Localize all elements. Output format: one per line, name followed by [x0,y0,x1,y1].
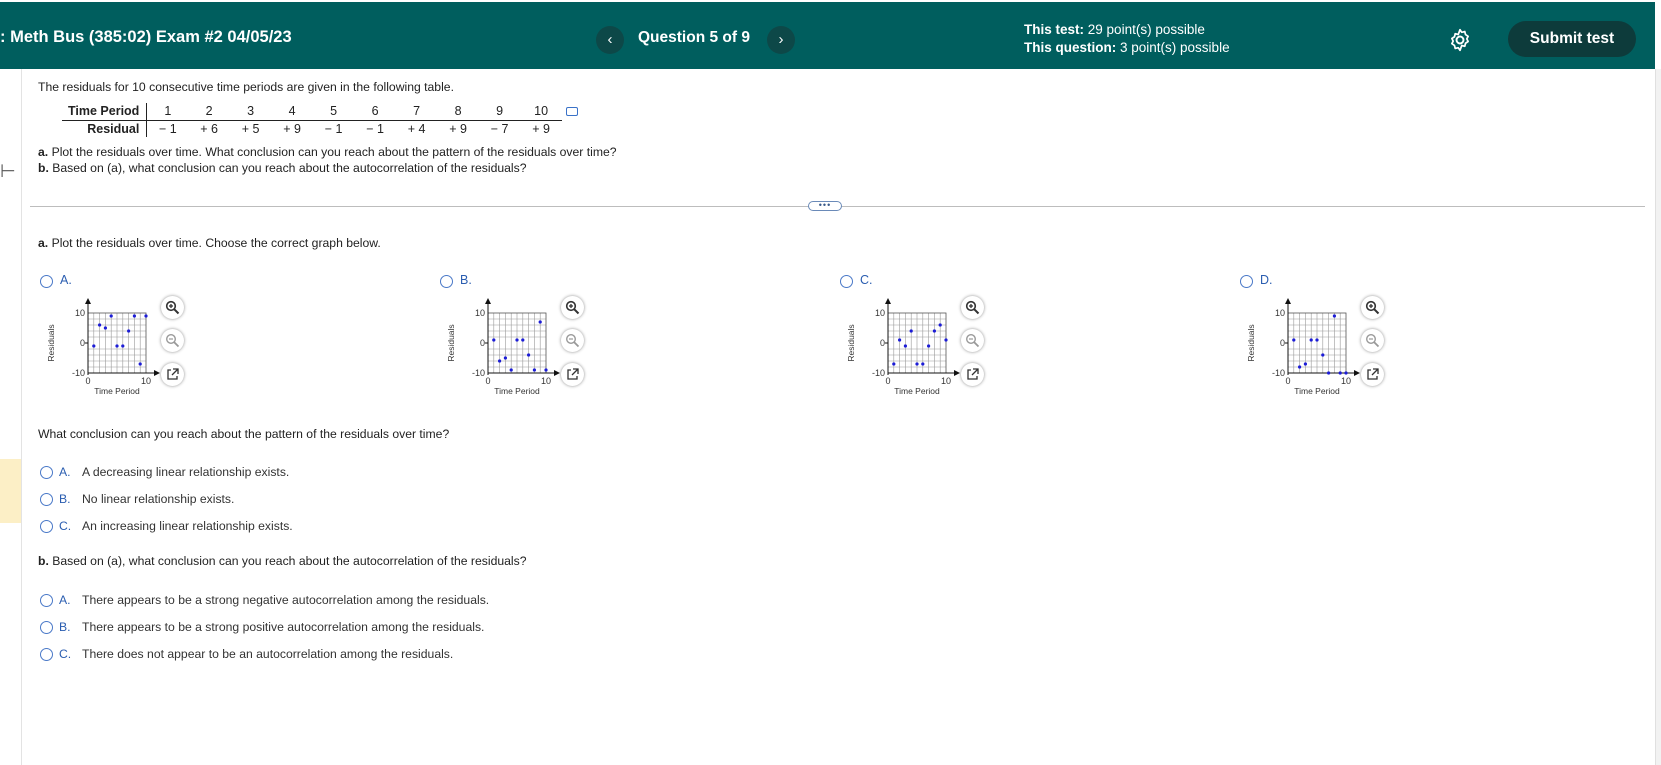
x-axis-label: Time Period [1294,386,1340,395]
part-b-label: b. [38,161,49,175]
zoom-in-button[interactable] [161,296,184,319]
x-axis-arrow [954,370,960,376]
graph-option-c[interactable] [840,273,1170,403]
choice-text: An increasing linear relationship exists. [82,519,293,533]
data-point [910,329,913,332]
data-point [533,368,536,371]
external-link-icon [965,367,980,382]
choice-text: There appears to be a strong positive autocorrelation among the residuals. [82,620,485,634]
x-tick-label: 10 [540,376,552,386]
submit-test-button[interactable]: Submit test [1508,21,1636,57]
y-axis-label: Residuals [846,324,856,362]
x-axis-label: Time Period [94,386,140,395]
data-point [904,344,907,347]
residual-cell: + 5 [241,121,260,136]
data-point [498,359,501,362]
data-point [504,356,507,359]
graph-option-d[interactable] [1240,273,1570,403]
data-point [104,326,107,329]
residual-plot-a [40,293,170,395]
data-point [492,338,495,341]
open-external-button[interactable] [1361,363,1384,386]
part-b-prompt [38,554,527,568]
time-period-header: Time Period [62,103,147,120]
question-part-b [38,161,527,175]
period-cell: 4 [271,103,313,120]
x-axis-arrow [554,370,560,376]
zoom-out-icon [565,333,580,348]
graph-option-a[interactable] [40,273,370,403]
data-point [92,344,95,347]
y-tick-label: 0 [79,338,85,348]
option-label: A. [60,273,72,287]
zoom-out-button[interactable] [961,329,984,352]
y-tick-label: 10 [74,308,85,318]
x-tick-label: 0 [885,376,891,386]
left-rail [0,69,22,765]
part-a-prompt [38,236,381,250]
period-cell: 9 [479,103,521,120]
data-point [527,353,530,356]
data-point [1298,365,1301,368]
choice-label: B. [59,492,71,506]
y-axis-label: Residuals [46,324,56,362]
choice-label: A. [59,465,71,479]
collapse-panel-icon[interactable]: ⊢ [0,161,16,181]
residual-cell: + 9 [283,121,301,136]
choice-text: No linear relationship exists. [82,492,235,506]
choice-label: B. [59,620,71,634]
radio-button[interactable] [40,275,53,288]
data-point [144,314,147,317]
data-point [1333,314,1336,317]
data-point [1321,353,1324,356]
period-cell: 8 [437,103,479,120]
choice-label: A. [59,593,71,607]
choice-text: A decreasing linear relationship exists. [82,465,290,479]
question-part-a [38,145,617,159]
question-points-label: This question: [1024,40,1117,55]
y-tick-label: -10 [471,368,485,378]
x-tick-label: 10 [1340,376,1352,386]
period-cell: 10 [520,103,562,120]
test-points-value: 29 point(s) possible [1087,22,1205,37]
data-point [110,314,113,317]
data-point [1339,371,1342,374]
x-axis-arrow [154,370,160,376]
x-tick-label: 10 [940,376,952,386]
exam-title: : Meth Bus (385:02) Exam #2 04/05/23 [0,28,292,46]
next-question-button[interactable]: › [767,26,795,54]
x-axis-arrow [1354,370,1360,376]
period-cell: 5 [313,103,355,120]
residual-header: Residual [62,120,147,137]
data-point [1310,338,1313,341]
data-point [1315,338,1318,341]
residual-cell: − 7 [490,121,509,136]
data-point [127,329,130,332]
choice-label: C. [59,647,72,661]
data-point [892,362,895,365]
radio-button[interactable] [40,648,53,661]
part-a-text: Plot the residuals over time. What conclusion can you reach about the pattern of the residuals over time? [51,145,617,159]
open-external-button[interactable] [161,363,184,386]
period-cell: 3 [230,103,272,120]
data-point [115,344,118,347]
y-tick-label: 0 [479,338,485,348]
test-points-label: This test: [1024,22,1085,37]
zoom-out-icon [1365,333,1380,348]
radio-button[interactable] [840,275,853,288]
data-point [515,338,518,341]
part-a-prompt-text: Plot the residuals over time. Choose the correct graph below. [51,236,381,250]
zoom-out-icon [165,333,180,348]
data-point [898,338,901,341]
zoom-in-icon [165,300,180,315]
y-axis-arrow [485,298,491,304]
radio-button[interactable] [40,594,53,607]
residual-cell: + 9 [449,121,467,136]
graph-option-b[interactable] [440,273,770,403]
y-tick-label: 10 [1274,308,1285,318]
data-point [933,329,936,332]
y-tick-label: 10 [874,308,885,318]
option-label: B. [460,273,472,287]
part-b-text: Based on (a), what conclusion can you reach about the autocorrelation of the residuals? [52,161,527,175]
x-axis-label: Time Period [894,386,940,395]
x-axis-label: Time Period [494,386,540,395]
data-point [1292,338,1295,341]
external-link-icon [565,367,580,382]
part-b-prompt-label: b. [38,554,49,568]
open-external-button[interactable] [961,363,984,386]
zoom-in-button[interactable] [1361,296,1384,319]
option-label: C. [860,273,873,287]
data-point [521,338,524,341]
pattern-question: What conclusion can you reach about the pattern of the residuals over time? [38,427,450,441]
zoom-in-button[interactable] [561,296,584,319]
y-axis-arrow [885,298,891,304]
part-a-label: a. [38,145,49,159]
zoom-out-button[interactable] [1361,329,1384,352]
choice-label: C. [59,519,72,533]
data-point [98,323,101,326]
data-point [939,323,942,326]
radio-button[interactable] [1240,275,1253,288]
zoom-in-icon [1365,300,1380,315]
copy-table-icon[interactable] [566,107,578,116]
residual-cell: + 6 [200,121,218,136]
data-point [1344,371,1347,374]
y-tick-label: 0 [879,338,885,348]
data-point [921,362,924,365]
y-tick-label: 0 [1279,338,1285,348]
data-point [121,344,124,347]
resize-handle[interactable]: ••• [808,201,842,211]
zoom-in-button[interactable] [961,296,984,319]
data-point [1327,371,1330,374]
residual-cell: − 1 [158,121,177,136]
radio-button[interactable] [40,466,53,479]
residual-plot-c [840,293,970,395]
part-b-prompt-text: Based on (a), what conclusion can you reach about the autocorrelation of the residuals? [52,554,527,568]
data-point [544,368,547,371]
part-a-prompt-label: a. [38,236,49,250]
data-point [133,314,136,317]
residual-row [62,120,562,137]
external-link-icon [1365,367,1380,382]
previous-question-button[interactable]: ‹ [596,26,624,54]
zoom-out-button[interactable] [561,329,584,352]
points-info [1024,21,1230,57]
time-period-row [62,103,562,120]
data-point [1304,362,1307,365]
y-tick-label: -10 [1271,368,1285,378]
x-tick-label: 0 [1285,376,1291,386]
scrollbar-track[interactable] [1655,69,1661,765]
radio-button[interactable] [440,275,453,288]
data-point [510,368,513,371]
period-cell: 6 [354,103,396,120]
data-point [944,338,947,341]
radio-button[interactable] [40,493,53,506]
y-axis-label: Residuals [446,324,456,362]
choice-text: There appears to be a strong negative autocorrelation among the residuals. [82,593,490,607]
y-tick-label: -10 [71,368,85,378]
y-axis-arrow [85,298,91,304]
gear-icon[interactable] [1447,27,1473,53]
data-point [915,362,918,365]
question-counter: Question 5 of 9 [638,29,750,46]
residual-plot-b [440,293,570,395]
external-link-icon [165,367,180,382]
radio-button[interactable] [40,621,53,634]
radio-button[interactable] [40,520,53,533]
choice-text: There does not appear to be an autocorrelation among the residuals. [82,647,454,661]
y-tick-label: 10 [474,308,485,318]
y-axis-arrow [1285,298,1291,304]
period-cell: 7 [396,103,438,120]
residual-cell: + 4 [407,121,426,136]
zoom-out-icon [965,333,980,348]
open-external-button[interactable] [561,363,584,386]
rail-highlight [0,459,21,523]
data-point [139,362,142,365]
zoom-in-icon [965,300,980,315]
period-cell: 1 [147,103,189,120]
residual-cell: − 1 [324,121,343,136]
y-axis-label: Residuals [1246,324,1256,362]
top-header [0,2,1655,69]
zoom-out-button[interactable] [161,329,184,352]
question-intro: The residuals for 10 consecutive time periods are given in the following table. [38,80,454,94]
data-point [539,320,542,323]
residuals-table [62,103,562,137]
x-tick-label: 0 [85,376,91,386]
period-cell: 2 [188,103,230,120]
residual-cell: − 1 [366,121,384,136]
data-point [927,344,930,347]
residual-cell: + 9 [532,121,550,136]
x-tick-label: 10 [140,376,152,386]
zoom-in-icon [565,300,580,315]
x-tick-label: 0 [485,376,491,386]
y-tick-label: -10 [871,368,885,378]
residual-plot-d [1240,293,1370,395]
option-label: D. [1260,273,1273,287]
question-points-value: 3 point(s) possible [1120,40,1230,55]
